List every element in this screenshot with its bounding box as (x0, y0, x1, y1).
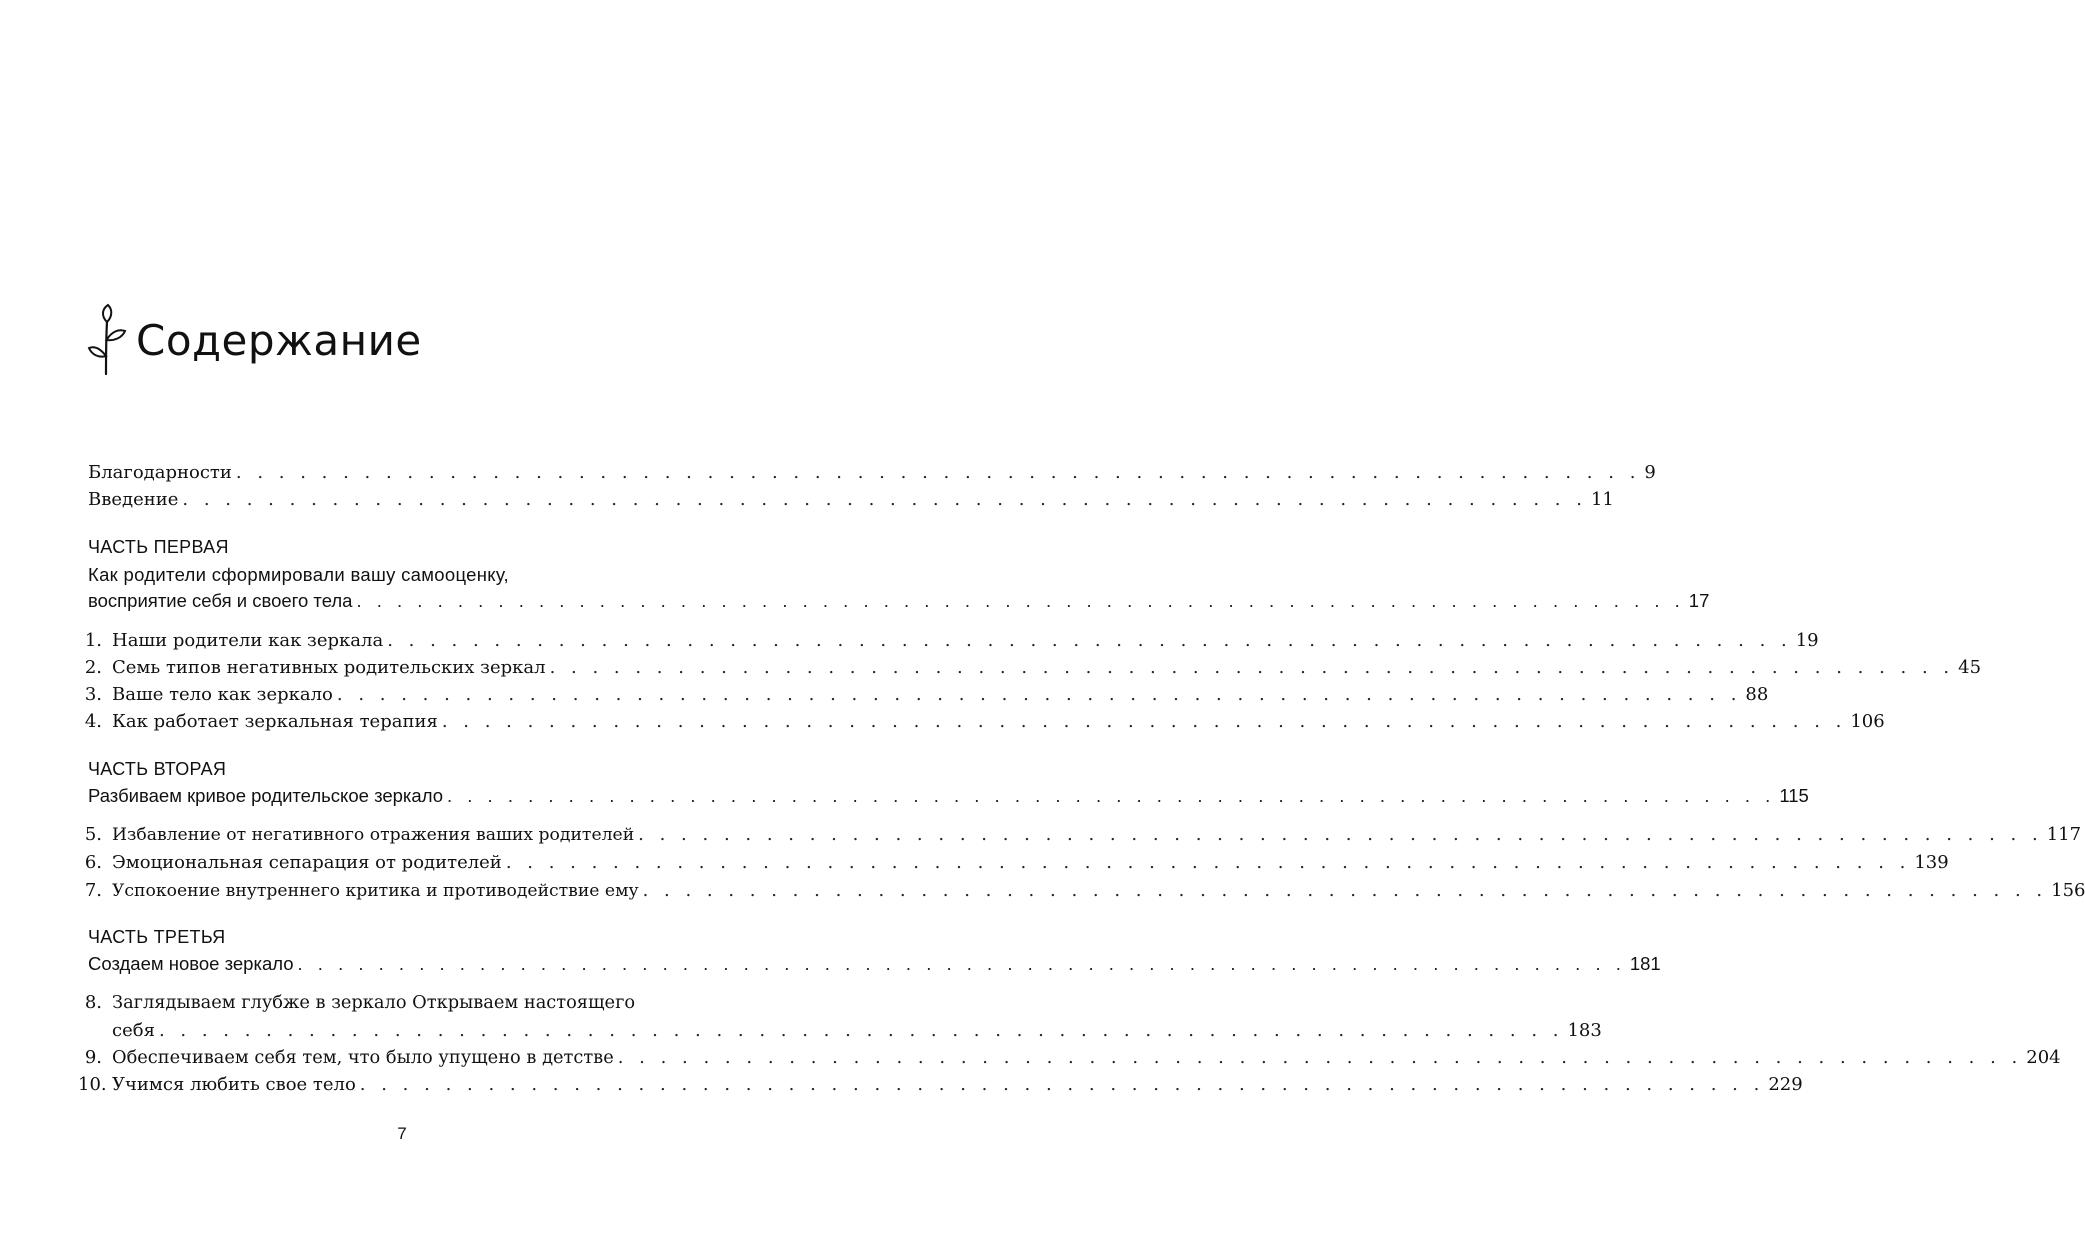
chapter-number: 3. (84, 684, 102, 705)
toc-entry-introduction[interactable] (88, 487, 1614, 513)
chapter-number: 9. (84, 1047, 102, 1068)
leaf-sprig-icon (88, 304, 128, 376)
toc-entry-chapter-6[interactable] (84, 850, 1949, 876)
part-label: ЧАСТЬ ВТОРАЯ (88, 759, 227, 779)
leader-dots: . . . . . . . . . . . . . . . . . . . . . . . . . . . . . . . . . . . . . . . . . . . . . . . . . . . . . . . . . . . . . . . . . . (387, 630, 1792, 651)
entry-title: Благодарности (88, 462, 232, 483)
entry-title: Создаем новое зеркало (88, 953, 294, 974)
entry-title: Обеспечиваем себя тем, что было упущено в детстве (112, 1047, 614, 1068)
entry-page: 139 (1914, 852, 1949, 873)
leader-dots: . . . . . . . . . . . . . . . . . . . . . . . . . . . . . . . . . . . . . . . . . . . . . . . . . . . . . . . . . . . . . . . . . . (505, 852, 1911, 873)
part-title-line: Как родители сформировали вашу самооценку, (88, 564, 509, 585)
chapter-number: 1. (84, 630, 102, 651)
chapter-number: 8. (84, 992, 102, 1013)
toc-entry-part1[interactable] (88, 588, 1710, 614)
entry-title: Заглядываем глубже в зеркало Открываем настоящего (112, 992, 636, 1013)
leader-dots: . . . . . . . . . . . . . . . . . . . . . . . . . . . . . . . . . . . . . . . . . . . . . . . . . . . . . . . . . . . . . . . . . . (447, 785, 1776, 806)
entry-page: 19 (1795, 630, 1819, 651)
part-label: ЧАСТЬ ТРЕТЬЯ (88, 927, 226, 947)
entry-page: 204 (2026, 1047, 2061, 1068)
toc-entry-chapter-3[interactable] (84, 682, 1769, 708)
page-number: 7 (397, 1124, 407, 1143)
entry-page: 229 (1768, 1074, 1803, 1095)
entry-page: 181 (1629, 953, 1661, 974)
toc-entry-part2[interactable] (88, 783, 1809, 809)
toc-entry-chapter-10[interactable] (78, 1072, 1803, 1098)
entry-title: Семь типов негативных родительских зеркал (112, 657, 546, 678)
leader-dots: . . . . . . . . . . . . . . . . . . . . . . . . . . . . . . . . . . . . . . . . . . . . . . . . . . . . . . . . . . . . . . . . . . (235, 462, 1641, 483)
part-label: ЧАСТЬ ПЕРВАЯ (88, 537, 229, 557)
leader-dots: . . . . . . . . . . . . . . . . . . . . . . . . . . . . . . . . . . . . . . . . . . . . . . . . . . . . . . . . . . . . . . . . . . (617, 1047, 2023, 1068)
leader-dots: . . . . . . . . . . . . . . . . . . . . . . . . . . . . . . . . . . . . . . . . . . . . . . . . . . . . . . . . . . . . . . . . . . (441, 711, 1847, 732)
leader-dots: . . . . . . . . . . . . . . . . . . . . . . . . . . . . . . . . . . . . . . . . . . . . . . . . . . . . . . . . . . . . . . . . . . (158, 1020, 1564, 1041)
entry-title: Разбиваем кривое родительское зеркало (88, 785, 443, 806)
entry-page: 156 (2051, 880, 2085, 901)
entry-title: Ваше тело как зеркало (112, 684, 333, 705)
entry-page: 17 (1688, 590, 1710, 611)
toc-entry-part3[interactable] (88, 951, 1661, 977)
entry-title: Введение (88, 489, 179, 510)
leader-dots: . . . . . . . . . . . . . . . . . . . . . . . . . . . . . . . . . . . . . . . . . . . . . . . . . . . . . . . . . . . . . . . . . . (642, 880, 2048, 901)
entry-title: Наши родители как зеркала (112, 630, 384, 651)
entry-title: Избавление от негативного отражения ваших родителей (112, 825, 635, 845)
entry-title: Как работает зеркальная терапия (112, 711, 438, 732)
chapter-number: 6. (84, 852, 102, 873)
entry-page: 183 (1567, 1020, 1602, 1041)
entry-page: 88 (1745, 684, 1769, 705)
toc-entry-chapter-9[interactable] (84, 1045, 2061, 1071)
entry-page: 106 (1850, 711, 1885, 732)
leader-dots: . . . . . . . . . . . . . . . . . . . . . . . . . . . . . . . . . . . . . . . . . . . . . . . . . . . . . . . . . . . . . . . . . . (336, 684, 1742, 705)
entry-title: восприятие себя и своего тела (88, 590, 353, 611)
entry-title: Учимся любить свое тело (112, 1074, 356, 1095)
page-title: Содержание (136, 315, 422, 365)
chapter-number: 10. (78, 1074, 107, 1095)
leader-dots: . . . . . . . . . . . . . . . . . . . . . . . . . . . . . . . . . . . . . . . . . . . . . . . . . . . . . . . . . . . . . . . . . . (549, 657, 1955, 678)
chapter-number: 4. (84, 711, 102, 732)
leader-dots: . . . . . . . . . . . . . . . . . . . . . . . . . . . . . . . . . . . . . . . . . . . . . . . . . . . . . . . . . . . . . . . . . . (638, 824, 2043, 845)
toc-entry-chapter-8-line2[interactable] (88, 1018, 1602, 1044)
toc-entry-chapter-7[interactable] (84, 878, 2085, 904)
toc-entry-chapter-5[interactable] (84, 822, 2082, 848)
leader-dots: . . . . . . . . . . . . . . . . . . . . . . . . . . . . . . . . . . . . . . . . . . . . . . . . . . . . . . . . . . . . . . . . . . (356, 590, 1685, 611)
entry-page: 9 (1644, 462, 1656, 483)
toc-entry-chapter-8-line1[interactable] (84, 990, 714, 1016)
leader-dots: . . . . . . . . . . . . . . . . . . . . . . . . . . . . . . . . . . . . . . . . . . . . . . . . . . . . . . . . . . . . . . . . . . (297, 953, 1626, 974)
toc-entry-chapter-2[interactable] (84, 655, 1982, 681)
entry-title: Эмоциональная сепарация от родителей (112, 852, 502, 873)
entry-page: 45 (1958, 657, 1982, 678)
entry-page: 11 (1590, 489, 1614, 510)
toc-entry-acknowledgements[interactable] (88, 460, 1656, 486)
chapter-number: 2. (84, 657, 102, 678)
toc-heading (88, 300, 422, 380)
entry-title: Успокоение внутреннего критика и противодействие ему (112, 881, 639, 901)
entry-title: себя (112, 1020, 155, 1041)
toc-entry-chapter-4[interactable] (84, 709, 1885, 735)
leader-dots: . . . . . . . . . . . . . . . . . . . . . . . . . . . . . . . . . . . . . . . . . . . . . . . . . . . . . . . . . . . . . . . . . . (182, 489, 1587, 510)
entry-page: 117 (2046, 824, 2082, 845)
leader-dots: . . . . . . . . . . . . . . . . . . . . . . . . . . . . . . . . . . . . . . . . . . . . . . . . . . . . . . . . . . . . . . . . . . (359, 1074, 1765, 1095)
chapter-number: 5. (84, 824, 102, 845)
entry-page: 115 (1779, 785, 1809, 806)
chapter-number: 7. (84, 880, 102, 901)
toc-entry-chapter-1[interactable] (84, 628, 1819, 654)
